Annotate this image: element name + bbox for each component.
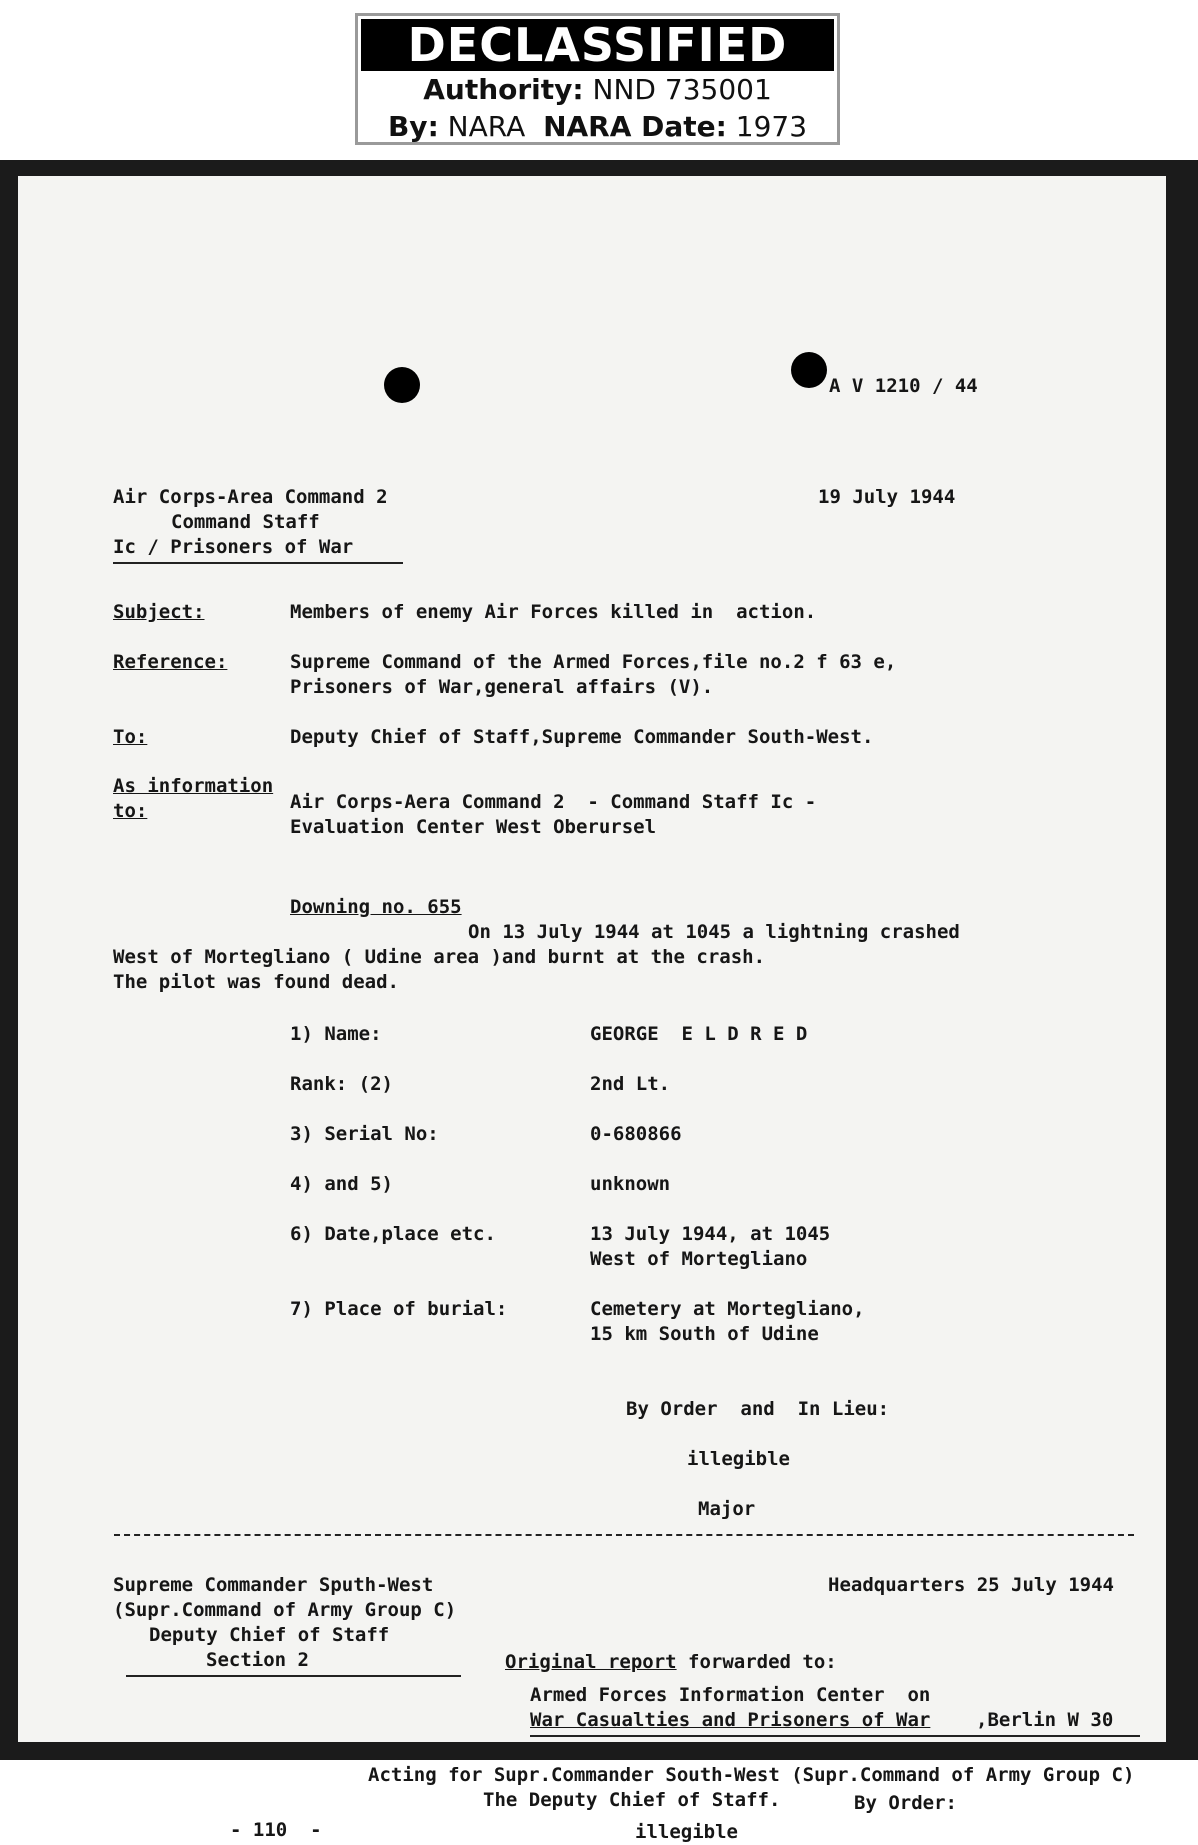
stamp-authority <box>358 71 837 108</box>
to-text: Deputy Chief of Staff,Supreme Commander South-West. <box>290 726 874 748</box>
document-date: 19 July 1944 <box>818 486 956 508</box>
acting-line-2: The Deputy Chief of Staff. <box>483 1789 781 1811</box>
stamp-by-value: NARA <box>447 110 526 143</box>
sender-line-2: Command Staff <box>171 511 320 533</box>
sender-line-3: Ic / Prisoners of War <box>113 536 354 558</box>
stamp-authority-label: Authority: <box>423 73 584 106</box>
forward-addressee-city: ,Berlin W 30 <box>976 1709 1114 1731</box>
field-value-4-5: unknown <box>590 1173 671 1195</box>
endorse-line-1: Supreme Commander Sputh-West <box>113 1574 434 1596</box>
field-label-burial: 7) Place of burial: <box>290 1298 508 1320</box>
field-label-rank: Rank: (2) <box>290 1073 393 1095</box>
field-value-date-place: 13 July 1944, at 1045 <box>590 1223 831 1245</box>
punch-hole-right <box>791 352 827 388</box>
endorse-line-4: Section 2 <box>206 1649 309 1671</box>
endorse-line-2: (Supr.Command of Army Group C) <box>113 1599 457 1621</box>
field-label-serial: 3) Serial No: <box>290 1123 439 1145</box>
sender-underline <box>113 562 403 564</box>
stamp-by <box>358 108 837 145</box>
info-line-1: Air Corps-Aera Command 2 - Command Staff Ic - <box>290 791 817 813</box>
info-label-2: to: <box>113 800 148 822</box>
forward-label: Original report <box>505 1651 677 1673</box>
forward-underline <box>530 1735 1140 1737</box>
downing-line-3: The pilot was found dead. <box>113 971 399 993</box>
info-label-1: As information <box>113 775 274 797</box>
acting-line-1: Acting for Supr.Commander South-West (Supr.Command of Army Group C) <box>368 1764 1135 1786</box>
separator-rule <box>114 1534 1134 1536</box>
field-value-burial-2: 15 km South of Udine <box>590 1323 819 1345</box>
subject-text: Members of enemy Air Forces killed in action. <box>290 601 817 623</box>
subject-label: Subject: <box>113 601 205 623</box>
endorse-line-3: Deputy Chief of Staff <box>149 1624 390 1646</box>
punch-hole-left <box>384 367 420 403</box>
field-value-serial: 0-680866 <box>590 1123 682 1145</box>
endorse-date: Headquarters 25 July 1944 <box>828 1574 1114 1596</box>
endorse-underline <box>126 1675 461 1677</box>
forward-line <box>505 1650 837 1675</box>
forward-addressee-1: Armed Forces Information Center on <box>530 1684 931 1706</box>
acting-by-order: By Order: <box>854 1792 957 1814</box>
field-value-date-place-2: West of Mortegliano <box>590 1248 808 1270</box>
page-number: - 110 - <box>230 1819 322 1841</box>
stamp-title: DECLASSIFIED <box>361 19 834 71</box>
stamp-authority-value: NND 735001 <box>592 73 772 106</box>
info-line-2: Evaluation Center West Oberursel <box>290 816 657 838</box>
downing-title: Downing no. 655 <box>290 896 462 918</box>
field-label-name: 1) Name: <box>290 1023 382 1045</box>
stamp-by-label: By: <box>387 110 439 143</box>
downing-line-2: West of Mortegliano ( Udine area )and burnt at the crash. <box>113 946 766 968</box>
declassified-stamp <box>355 13 840 145</box>
forward-addressee-2: War Casualties and Prisoners of War <box>530 1709 931 1731</box>
stamp-date-label: NARA Date: <box>543 110 727 143</box>
field-label-4-5: 4) and 5) <box>290 1173 393 1195</box>
document-paper <box>18 176 1166 1843</box>
reference-line-1: Supreme Command of the Armed Forces,file no.2 f 63 e, <box>290 651 897 673</box>
field-label-date-place: 6) Date,place etc. <box>290 1223 496 1245</box>
field-value-burial: Cemetery at Mortegliano, <box>590 1298 865 1320</box>
reference-label: Reference: <box>113 651 228 673</box>
signoff-line-2: illegible <box>687 1448 790 1470</box>
forward-rest: forwarded to: <box>676 1651 837 1673</box>
acting-signature: illegible <box>635 1821 738 1843</box>
downing-line-1: On 13 July 1944 at 1045 a lightning crashed <box>468 921 960 943</box>
stamp-date-value: 1973 <box>735 110 808 143</box>
signoff-line-3: Major <box>698 1498 756 1520</box>
field-value-name: GEORGE E L D R E D <box>590 1023 808 1045</box>
to-label: To: <box>113 726 148 748</box>
field-value-rank: 2nd Lt. <box>590 1073 671 1095</box>
file-number: A V 1210 / 44 <box>829 375 978 397</box>
scanned-page <box>0 160 1198 1843</box>
reference-line-2: Prisoners of War,general affairs (V). <box>290 676 714 698</box>
sender-line-1: Air Corps-Area Command 2 <box>113 486 388 508</box>
signoff-line-1: By Order and In Lieu: <box>626 1398 890 1420</box>
